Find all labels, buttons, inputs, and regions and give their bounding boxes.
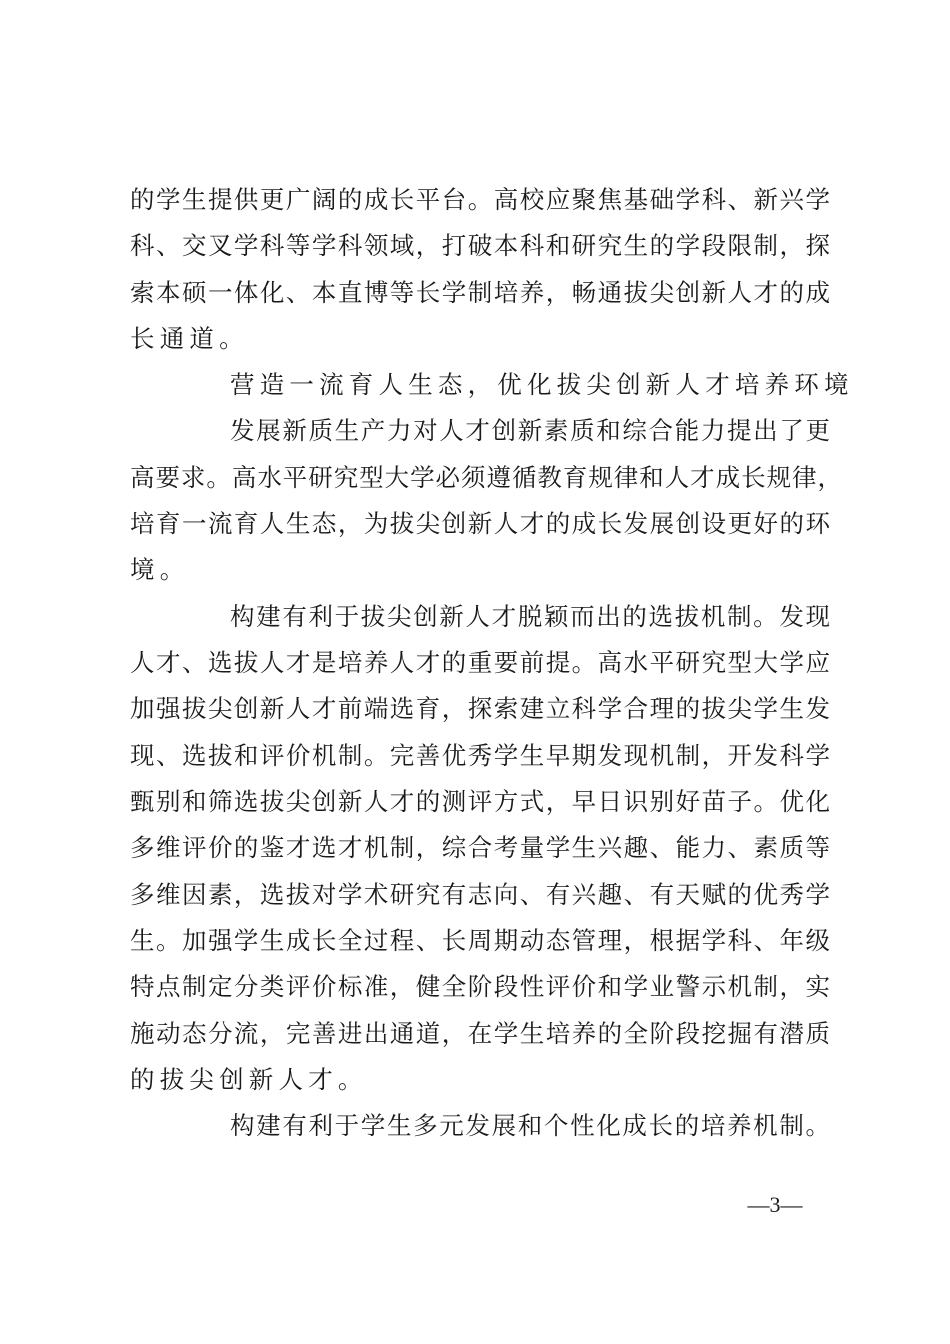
- text-line: 人才、选拔人才是培养人才的重要前提。高水平研究型大学应: [130, 648, 830, 677]
- page-number: —3—: [747, 1192, 803, 1217]
- text-line: 高要求。高水平研究型大学必须遵循教育规律和人才成长规律，: [130, 463, 842, 492]
- text-line: 加强拔尖创新人才前端选育，探索建立科学合理的拔尖学生发: [130, 694, 830, 723]
- text-line: 多维因素，选拔对学术研究有志向、有兴趣、有天赋的优秀学: [130, 880, 830, 909]
- text-line: 特点制定分类评价标准，健全阶段性评价和学业警示机制，实: [130, 972, 830, 1001]
- text-line: 境。: [130, 555, 190, 584]
- text-line: 多维评价的鉴才选才机制，综合考量学生兴趣、能力、素质等: [130, 833, 830, 862]
- paragraph-first-line: 构建有利于学生多元发展和个性化成长的培养机制。: [230, 1111, 830, 1140]
- text-line: 施动态分流，完善进出通道，在学生培养的全阶段挖掘有潜质: [130, 1019, 830, 1048]
- text-line: 培育一流育人生态，为拔尖创新人才的成长发展创设更好的环: [130, 509, 830, 538]
- text-line: 甄别和筛选拔尖创新人才的测评方式，早日识别好苗子。优化: [130, 787, 830, 816]
- paragraph-first-line: 构建有利于拔尖创新人才脱颖而出的选拔机制。发现: [230, 602, 830, 631]
- paragraph-first-line: 发展新质生产力对人才创新素质和综合能力提出了更: [230, 416, 830, 445]
- text-line: 长通道。: [130, 324, 249, 353]
- text-line: 科、交叉学科等学科领域，打破本科和研究生的学段限制，探: [130, 231, 830, 260]
- text-line: 生。加强学生成长全过程、长周期动态管理，根据学科、年级: [130, 926, 830, 955]
- text-line: 的拔尖创新人才。: [130, 1065, 368, 1094]
- text-line: 的学生提供更广阔的成长平台。高校应聚焦基础学科、新兴学: [130, 185, 830, 214]
- text-line: 现、选拔和评价机制。完善优秀学生早期发现机制，开发科学: [130, 741, 830, 770]
- text-line: 索本硕一体化、本直博等长学制培养，畅通拔尖创新人才的成: [130, 278, 830, 307]
- section-heading: 营造一流育人生态，优化拔尖创新人才培养环境: [230, 370, 854, 399]
